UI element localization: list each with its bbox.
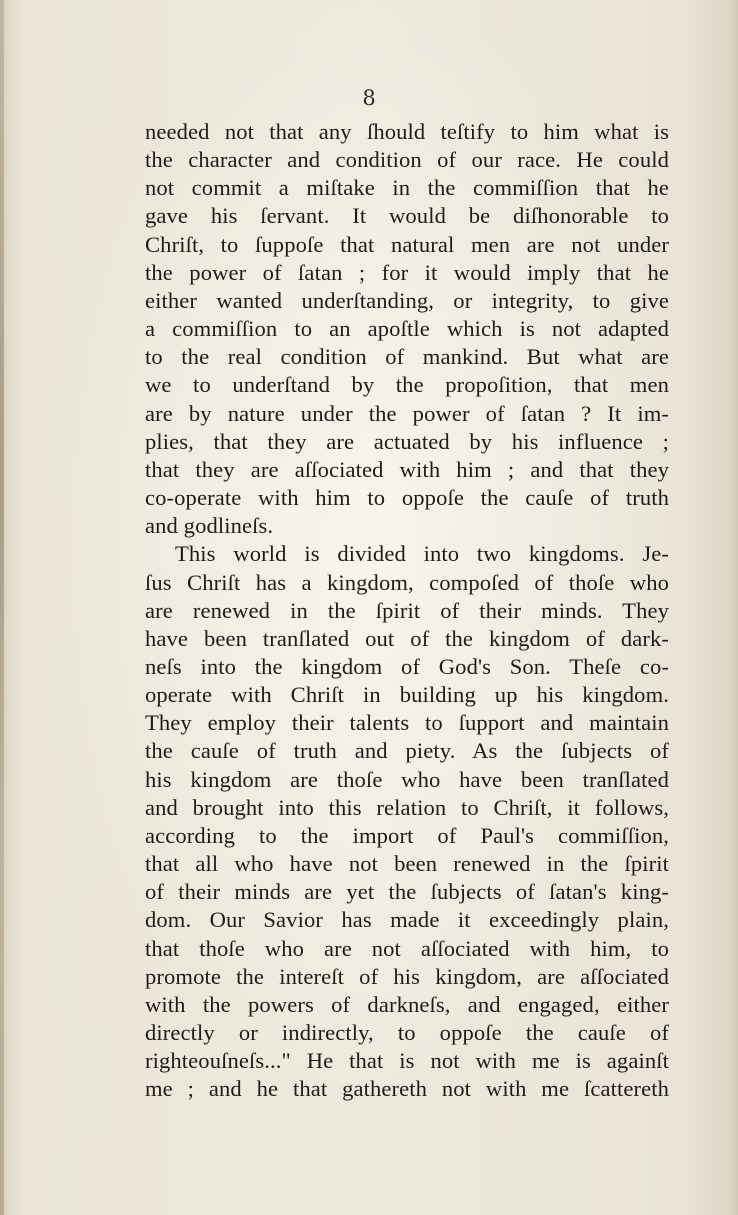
text-line: to the real condition of mankind. But what are	[145, 344, 669, 370]
body-text	[145, 118, 669, 1103]
text-line: This world is divided into two kingdoms. Je-	[175, 541, 669, 567]
text-line: They employ their talents to ſupport and maintain	[145, 710, 669, 736]
text-line: plies, that they are actuated by his influence ;	[145, 428, 669, 454]
text-line: we to underſtand by the propoſition, that men	[145, 372, 669, 398]
text-line: the cauſe of truth and piety. As the ſubjects of	[145, 738, 669, 764]
page-number: 8	[362, 86, 376, 110]
text-line: that thoſe who are not aſſociated with him, to	[145, 935, 669, 961]
text-line: of their minds are yet the ſubjects of ſatan's king-	[145, 879, 669, 905]
text-line: the character and condition of our race. He could	[145, 147, 669, 173]
text-line: righteouſneſs..." He that is not with me is againſt	[145, 1048, 669, 1074]
text-line: that they are aſſociated with him ; and that they	[145, 456, 669, 482]
text-line: have been tranſlated out of the kingdom of dark-	[145, 625, 669, 651]
text-line: dom. Our Savior has made it exceedingly plain,	[145, 907, 669, 933]
text-line: me ; and he that gathereth not with me ſcattereth	[145, 1076, 669, 1102]
text-line: either wanted underſtanding, or integrity, to give	[145, 287, 669, 313]
text-line: neſs into the kingdom of God's Son. Theſe co-	[145, 653, 669, 679]
text-line: gave his ſervant. It would be diſhonorable to	[145, 203, 669, 229]
text-line: not commit a miſtake in the commiſſion that he	[145, 175, 669, 201]
text-line: Chriſt, to ſuppoſe that natural men are not under	[145, 231, 669, 257]
text-line: promote the intereſt of his kingdom, are aſſociated	[145, 963, 669, 989]
text-line: needed not that any ſhould teſtify to him what is	[145, 119, 669, 144]
text-line: and brought into this relation to Chriſt, it follows,	[145, 794, 669, 820]
text-line: and godlineſs.	[145, 513, 274, 539]
text-line: co-operate with him to oppoſe the cauſe of truth	[145, 485, 669, 511]
text-line: that all who have not been renewed in the ſpirit	[145, 851, 669, 877]
text-line: the power of ſatan ; for it would imply that he	[145, 259, 669, 285]
text-line: are by nature under the power of ſatan ? It im-	[145, 400, 669, 426]
text-line: a commiſſion to an apoſtle which is not adapted	[145, 316, 669, 342]
text-line: operate with Chriſt in building up his kingdom.	[145, 682, 669, 708]
text-line: are renewed in the ſpirit of their minds. They	[145, 597, 669, 623]
text-line: directly or indirectly, to oppoſe the cauſe of	[145, 1020, 669, 1045]
text-line: according to the import of Paul's commiſſion,	[145, 822, 669, 848]
text-line: his kingdom are thoſe who have been tranſlated	[145, 766, 669, 792]
text-line: with the powers of darkneſs, and engaged, either	[145, 991, 669, 1017]
text-line: ſus Chriſt has a kingdom, compoſed of thoſe who	[145, 569, 669, 595]
